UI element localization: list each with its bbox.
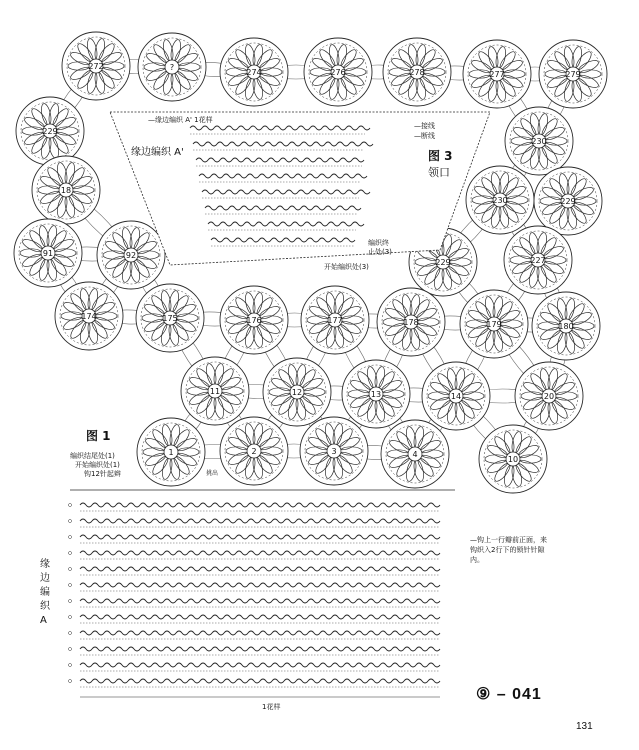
edging-row — [80, 551, 440, 555]
motif-number: 180 — [558, 322, 574, 331]
flower-motif-18 — [32, 156, 100, 224]
flower-motif-1 — [137, 418, 205, 486]
motif-number: 277 — [489, 70, 505, 79]
row-marker — [69, 600, 72, 603]
motif-number: 18 — [60, 186, 72, 195]
motif-number: 176 — [246, 316, 262, 325]
fig1-vertical-label: 缘边编织A — [40, 559, 50, 626]
edging-row — [80, 663, 440, 667]
row-marker — [69, 632, 72, 635]
edging-row — [80, 519, 440, 523]
flower-motif-177 — [301, 286, 369, 354]
flower-motif-227 — [504, 226, 572, 294]
flower-motif-2 — [220, 417, 288, 485]
motif-number: 20 — [543, 392, 555, 401]
motif-number: 10 — [507, 455, 519, 464]
motif-layer — [14, 32, 607, 493]
edging-row — [80, 647, 440, 651]
flower-motif-279 — [539, 40, 607, 108]
flower-motif-230 — [466, 166, 534, 234]
row-marker — [69, 664, 72, 667]
page-number: 131 — [576, 721, 593, 732]
flower-motif-11 — [181, 357, 249, 425]
flower-motif-174 — [55, 282, 123, 350]
fig1-title: 图 1 — [86, 429, 111, 443]
pattern-code: ⑨ – 041 — [476, 686, 542, 703]
flower-motif-276 — [304, 38, 372, 106]
flower-motif-12 — [263, 358, 331, 426]
fig1-label-count: 钩12针起辫 — [84, 470, 121, 478]
row-marker — [69, 648, 72, 651]
fig3-edging-label: 缘边编织 A' — [131, 147, 184, 158]
flower-motif-179 — [460, 290, 528, 358]
flower-motif-272 — [62, 32, 130, 100]
fig3-top-label: —缘边编织 A' 1花样 — [148, 116, 213, 124]
motif-number: 279 — [565, 70, 581, 79]
flower-motif-274 — [220, 38, 288, 106]
edging-row — [80, 535, 440, 539]
flower-motif-3 — [300, 417, 368, 485]
row-marker — [69, 568, 72, 571]
motif-number: 229 — [435, 258, 451, 267]
fig3-subtitle: 领口 — [428, 166, 450, 179]
flower-motif-229 — [534, 167, 602, 235]
motif-number: 4 — [412, 450, 418, 459]
motif-number: 230 — [492, 196, 508, 205]
flower-motif-13 — [342, 360, 410, 428]
row-marker — [69, 536, 72, 539]
fig3-title: 图 3 — [428, 149, 453, 163]
flower-motif-277 — [463, 40, 531, 108]
flower-motif-10 — [479, 425, 547, 493]
fig3-start-label: 开始编织处(3) — [324, 263, 369, 271]
motif-number: 12 — [291, 388, 303, 397]
motif-number: ? — [169, 63, 175, 72]
motif-number: 274 — [246, 68, 262, 77]
flower-motif-? — [138, 33, 206, 101]
motif-number: 272 — [88, 62, 104, 71]
fig1-repeat-label: 1花样 — [262, 703, 281, 711]
motif-number: 178 — [403, 318, 419, 327]
flower-motif-20 — [515, 362, 583, 430]
motif-number: 2 — [251, 447, 257, 456]
flower-motif-180 — [532, 292, 600, 360]
fig3-legend-cut: —断线 — [414, 132, 435, 140]
fig1-label-end: 编织结尾处(1) — [70, 452, 115, 460]
motif-number: 179 — [486, 320, 502, 329]
flower-motif-14 — [422, 362, 490, 430]
flower-motif-230 — [505, 107, 573, 175]
edging-row — [80, 615, 440, 619]
edging-row — [80, 503, 440, 507]
row-marker — [69, 680, 72, 683]
motif-number: 276 — [330, 68, 346, 77]
row-marker — [69, 552, 72, 555]
row-marker — [69, 504, 72, 507]
flower-motif-229 — [16, 97, 84, 165]
motif-number: 229 — [560, 197, 576, 206]
row-marker — [69, 584, 72, 587]
motif-number: 230 — [531, 137, 547, 146]
flower-motif-91 — [14, 219, 82, 287]
fig3-legend-join: —接线 — [414, 122, 435, 130]
flower-motif-92 — [97, 221, 165, 289]
motif-number: 227 — [530, 256, 546, 265]
fig3-end-label-2: 止处(3) — [368, 248, 392, 256]
flower-motif-278 — [383, 38, 451, 106]
motif-number: 229 — [42, 127, 58, 136]
motif-number: 92 — [125, 251, 137, 260]
edging-row — [80, 567, 440, 571]
motif-number: 278 — [409, 68, 425, 77]
edging-row — [80, 599, 440, 603]
motif-number: 14 — [450, 392, 462, 401]
figure1-edging-grid — [69, 490, 456, 697]
row-marker — [69, 616, 72, 619]
edging-row — [80, 631, 440, 635]
motif-number: 13 — [370, 390, 382, 399]
fig3-end-label-1: 编织终 — [368, 239, 389, 247]
motif-number: 175 — [162, 314, 178, 323]
row-marker — [69, 520, 72, 523]
symbol-note: —钩上一行瓣前正面，来钩织入2行下的锁针针隙内。 — [470, 536, 547, 564]
edging-row — [80, 679, 440, 683]
motif-number: 3 — [331, 447, 337, 456]
edging-row — [80, 583, 440, 587]
motif-number: 174 — [81, 312, 97, 321]
motif-number: 1 — [168, 448, 174, 457]
motif-number: 11 — [209, 387, 221, 396]
fig1-label-start: 开始编织处(1) — [75, 461, 120, 469]
flower-motif-178 — [377, 288, 445, 356]
motif-number: 91 — [42, 249, 54, 258]
flower-motif-176 — [220, 286, 288, 354]
fig1-label-pick: 挑出 — [206, 470, 219, 477]
motif-number: 177 — [327, 316, 343, 325]
flower-motif-175 — [136, 284, 204, 352]
flower-motif-4 — [381, 420, 449, 488]
